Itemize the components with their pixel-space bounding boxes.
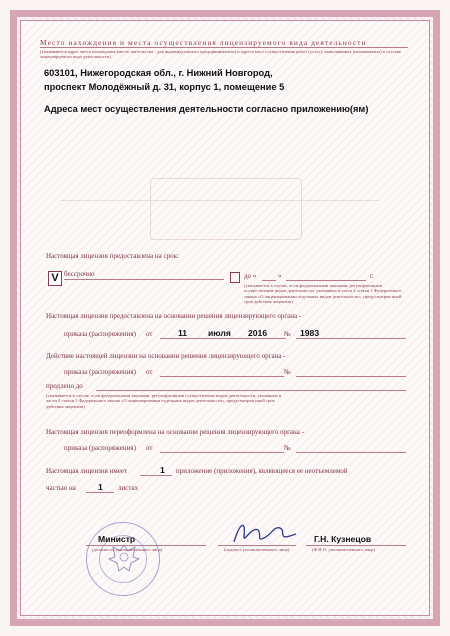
- granted-date-rule: [160, 338, 286, 339]
- appendix-sheets-rule: [86, 492, 114, 493]
- signatory-position: Министр: [98, 534, 136, 544]
- until-day-rule: [262, 280, 276, 281]
- address-line-3: Адреса мест осуществления деятельности согласно приложению(ям): [44, 104, 369, 114]
- position-caption: (должность уполномоченного лица): [92, 547, 163, 552]
- appendix-sheets-label: листах: [118, 484, 139, 492]
- reissued-number-label: №: [284, 444, 291, 452]
- reissued-heading: Настоящая лицензия переоформлена на основании решения лицензирующего органа -: [46, 428, 304, 436]
- extended-note: (указывается в случае, если федеральными законами, регулирующими осуществление видов деятельности, указанных в части 4 статьи 1 Федерального закона «О лицензировании отдельных видов деятельности», предусмотрен иной срок действия лицензии): [46, 393, 282, 409]
- granted-number-label: №: [284, 330, 291, 338]
- granted-from-label: от: [146, 330, 153, 338]
- until-year-suffix: г.: [370, 272, 374, 280]
- extended-number-rule: [296, 376, 406, 377]
- indefinite-rule: [64, 279, 224, 280]
- name-rule: [306, 545, 406, 546]
- until-note: (указывается в случае, если федеральными законами, регулирующими осуществление видов деятельности, указанных в части 4 статьи 1 Федерального закона «О лицензировании отдельных видов деятельности», предусмотрен иной срок действия лицензии): [244, 283, 402, 305]
- extended-date-rule: [160, 376, 284, 377]
- signature-caption: (подпись уполномоченного лица): [224, 547, 290, 552]
- reissued-from-label: от: [146, 444, 153, 452]
- indefinite-label: бессрочно: [64, 270, 95, 278]
- until-month-rule: [286, 280, 366, 281]
- appendix-suffix: приложение (приложения), являющееся ее неотъемлемой: [176, 467, 348, 475]
- signatory-name: Г.Н. Кузнецов: [314, 534, 372, 544]
- header-rule: [40, 47, 408, 48]
- extended-from-label: от: [146, 368, 153, 376]
- appendix-count: 1: [160, 465, 165, 475]
- extended-until-rule: [96, 390, 406, 391]
- extended-until-label: продлено до: [46, 382, 83, 390]
- granted-month: июля: [208, 328, 231, 338]
- reissued-order-label: приказа (распоряжения): [64, 444, 136, 452]
- appendix-part-label: частью на: [46, 484, 76, 492]
- address-line-2: проспект Молодёжный д. 31, корпус 1, помещение 5: [44, 82, 285, 92]
- granted-number-rule: [296, 338, 406, 339]
- extended-number-label: №: [284, 368, 291, 376]
- address-line-1: 603101, Нижегородская обл., г. Нижний Новгород,: [44, 68, 273, 78]
- header-title: Место нахождения и места осуществления лицензируемого вида деятельности: [40, 38, 367, 47]
- watermark-line: [60, 200, 380, 201]
- granted-order-label: приказа (распоряжения): [64, 330, 136, 338]
- appendix-prefix: Настоящая лицензия имеет: [46, 467, 128, 475]
- reissued-number-rule: [296, 452, 406, 453]
- watermark-emblem: [150, 178, 302, 240]
- granted-heading: Настоящая лицензия предоставлена на основании решения лицензирующего органа -: [46, 312, 302, 320]
- signature-rule: [218, 545, 296, 546]
- extended-order-label: приказа (распоряжения): [64, 368, 136, 376]
- until-close: »: [278, 272, 282, 280]
- until-label: до «: [244, 272, 257, 280]
- granted-year: 2016: [248, 328, 268, 338]
- until-checkbox: [230, 272, 240, 283]
- granted-day: 11: [178, 328, 188, 338]
- granted-number: 1983: [300, 328, 320, 338]
- extended-heading: Действие настоящей лицензии на основании решения лицензирующего органа -: [46, 352, 286, 360]
- indefinite-checkbox: V: [48, 271, 62, 286]
- appendix-sheets: 1: [98, 482, 103, 492]
- appendix-count-rule: [140, 475, 172, 476]
- position-rule: [86, 545, 206, 546]
- header-subtitle: (указываются адрес места нахождения (место жительства - для индивидуального предпринимателя) и адреса мест осуществления работ (услуг), выполняемых (оказываемых) в составе лицензируемого вида деятельности): [40, 49, 401, 60]
- name-caption: (Ф.И.О. уполномоченного лица): [312, 547, 375, 552]
- reissued-date-rule: [160, 452, 284, 453]
- term-heading: Настоящая лицензия предоставлена на срок:: [46, 252, 179, 260]
